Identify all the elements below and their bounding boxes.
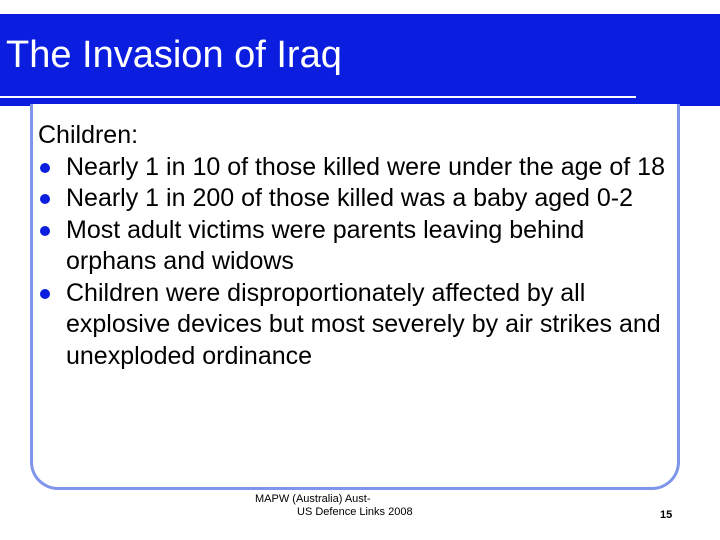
title-underline — [0, 96, 636, 98]
credit-line-1: MAPW (Australia) Aust- — [255, 493, 371, 505]
bullet-dot-icon — [40, 194, 50, 204]
bullet-dot-icon — [40, 163, 50, 173]
bullet-list — [38, 152, 668, 373]
bullet-item — [38, 152, 668, 184]
bullet-dot-icon — [40, 289, 50, 299]
slide-content — [38, 120, 668, 372]
bullet-text: Most adult victims were parents leaving behind orphans and widows — [66, 215, 585, 275]
bullet-dot-icon — [40, 226, 50, 236]
section-heading: Children: — [38, 121, 139, 149]
bullet-text: Nearly 1 in 200 of those killed was a baby aged 0-2 — [66, 184, 634, 212]
bullet-text: Children were disproportionately affected by all explosive devices but most severely by air strikes and unexploded ordinance — [66, 278, 661, 370]
credit-line-2: US Defence Links 2008 — [297, 506, 413, 518]
bullet-item — [38, 278, 668, 373]
page-number: 15 — [660, 509, 673, 521]
slide-title: The Invasion of Iraq — [6, 34, 342, 76]
bullet-item — [38, 183, 668, 215]
footer-credit — [255, 493, 475, 519]
bullet-text: Nearly 1 in 10 of those killed were under the age of 18 — [66, 152, 665, 181]
bullet-item — [38, 215, 668, 278]
